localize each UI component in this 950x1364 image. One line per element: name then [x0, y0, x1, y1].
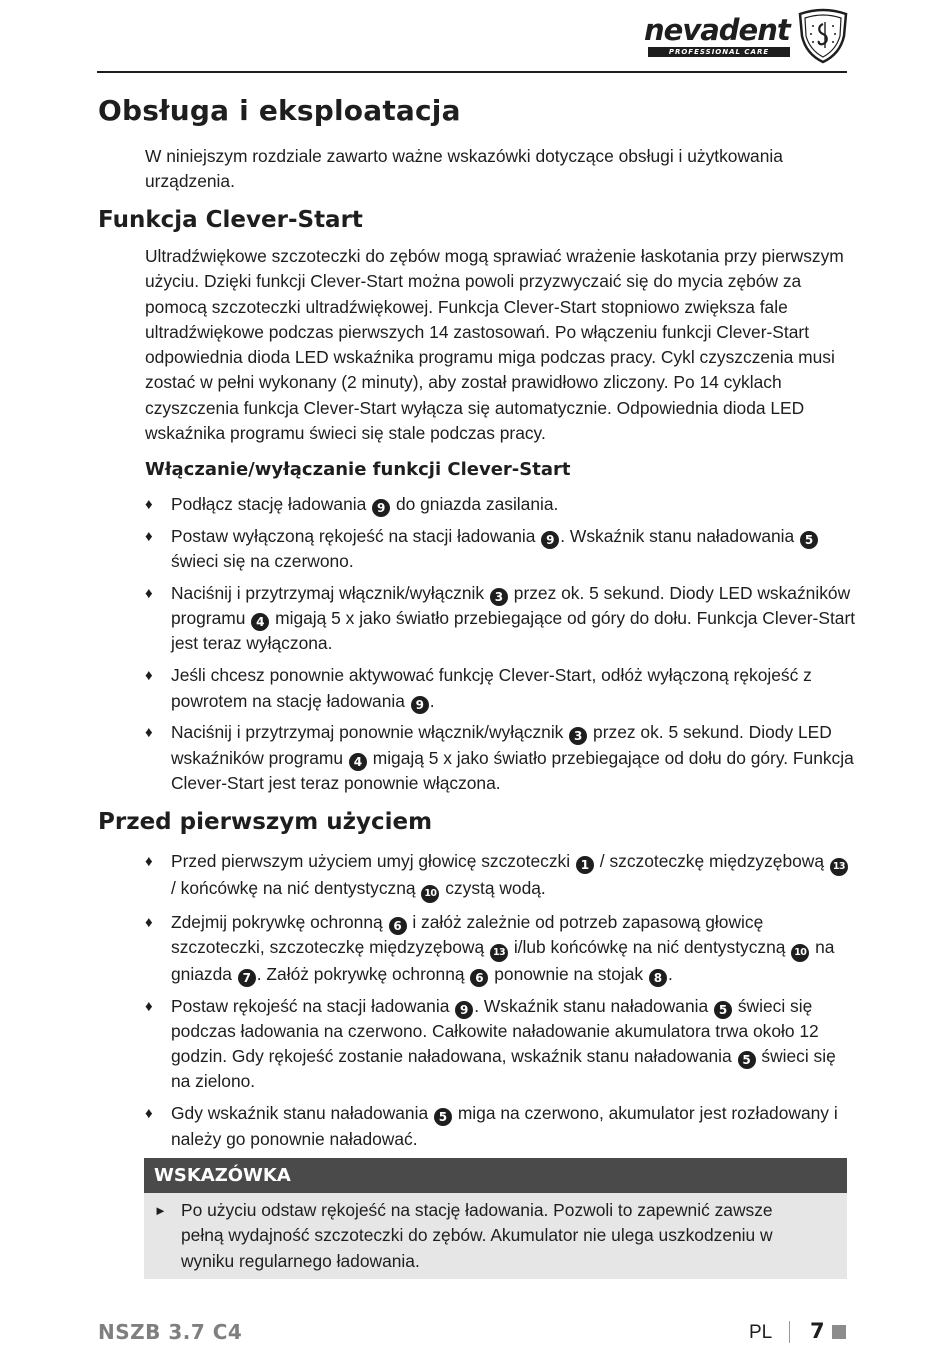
brand-logo	[644, 8, 850, 64]
clever-start-description: Ultradźwiękowe szczoteczki do zębów mogą sprawiać wrażenie łaskotania przy pierwszym użyciu. Dzięki funkcji Clever-Start można powoli przyzwyczaić się do mycia zębów za pomocą szczoteczki ultradźwiękowej. Funkcja Clever-Start stopniowo zwiększa fale ultradźwiękowe podczas pierwszych 14 zastosowań. Po włączeniu funkcji Clever-Start odpowiednia dioda LED wskaźnika programu miga podczas pracy. Cykl czyszczenia musi zostać w pełni wykonany (2 minuty), aby został prawidłowo zliczony. Po 14 cyklach czyszczenia funkcja Clever-Start wyłącza się automatycznie. Odpowiednia dioda LED wskaźnika programu świeci się stale podczas pracy.	[145, 246, 844, 444]
callout-number-badge: 1	[576, 856, 594, 874]
list-item: ♦ Jeśli chcesz ponownie aktywować funkcję Clever-Start, odłóż wyłączoną rękojeść z powrotem na stację ładowania 9 .	[145, 665, 812, 712]
callout-number-badge: 6	[389, 917, 407, 935]
list-item: ♦ Przed pierwszym użyciem umyj głowicę szczoteczki 1 / szczoteczkę międzyzębową 13 / końcówkę na nić dentystyczną 10 czystą wodą.	[145, 849, 857, 903]
diamond-bullet-icon: ♦	[145, 913, 153, 931]
header-divider	[97, 71, 847, 73]
arrow-right-icon: ►	[154, 1203, 167, 1218]
diamond-bullet-icon: ♦	[145, 853, 153, 870]
section-title-clever-start: Funkcja Clever-Start	[98, 207, 363, 233]
callout-number-badge: 9	[455, 1001, 473, 1019]
callout-number-badge: 3	[490, 588, 508, 606]
callout-number-badge: 9	[541, 531, 559, 549]
list-item: ♦ Podłącz stację ładowania 9 do gniazda zasilania.	[145, 492, 857, 517]
clever-start-steps	[145, 492, 857, 803]
note-body	[144, 1193, 847, 1274]
section-title-operation: Obsługa i eksploatacja	[98, 94, 461, 127]
section-intro: W niniejszym rozdziale zawarto ważne wskazówki dotyczące obsługi i użytkowania urządzenia.	[145, 146, 783, 192]
diamond-bullet-icon: ♦	[145, 584, 153, 602]
list-item: ♦ Zdejmij pokrywkę ochronną 6 i załóż zależnie od potrzeb zapasową głowicę szczoteczki, szczoteczkę międzyzębową 13 i/lub końcówkę na nić dentystyczną 10 na gniazda 7 . Załóż pokrywkę ochronną 6 ponownie na stojak 8 .	[145, 911, 835, 985]
brand-subline	[648, 47, 790, 57]
subsection-title-toggle: Włączanie/wyłączanie funkcji Clever-Start	[145, 459, 571, 480]
callout-number-badge: 13	[830, 858, 848, 876]
footer-model-number: NSZB 3.7 C4	[98, 1320, 243, 1344]
page-number: 7	[810, 1319, 825, 1343]
list-item: ♦ Gdy wskaźnik stanu naładowania 5 miga na czerwono, akumulator jest rozładowany i należy go ponownie naładować.	[145, 1103, 838, 1149]
brand-subtitle: PROFESSIONAL CARE	[668, 48, 770, 56]
list-item: ♦ Postaw wyłączoną rękojeść na stacji ładowania 9 . Wskaźnik stanu naładowania 5 świeci się na czerwono.	[145, 524, 857, 575]
list-item: ♦ Naciśnij i przytrzymaj włącznik/wyłącznik 3 przez ok. 5 sekund. Diody LED wskaźników programu 4 migają 5 x jako światło przebiegające od góry do dołu. Funkcja Clever-Start jest teraz wyłączona.	[145, 582, 856, 654]
callout-number-badge: 3	[569, 727, 587, 745]
callout-number-badge: 9	[411, 696, 429, 714]
diamond-bullet-icon: ♦	[145, 527, 153, 545]
footer-square-marker	[832, 1325, 846, 1339]
list-item: ♦ Postaw rękojeść na stacji ładowania 9 . Wskaźnik stanu naładowania 5 świeci się podczas ładowania na czerwono. Całkowite naładowanie akumulatora trwa około 12 godzin. Gdy rękojeść zostanie naładowana, wskaźnik stanu naładowania 5 świeci się na zielono.	[145, 995, 836, 1092]
brand-name: nevadent	[644, 13, 790, 47]
note-heading: WSKAZÓWKA	[144, 1158, 847, 1193]
callout-number-badge: 10	[421, 885, 439, 903]
note-box	[144, 1158, 847, 1279]
callout-number-badge: 5	[738, 1051, 756, 1069]
diamond-bullet-icon: ♦	[145, 997, 153, 1015]
callout-number-badge: 7	[238, 969, 256, 987]
diamond-bullet-icon: ♦	[145, 667, 153, 685]
diamond-bullet-icon: ♦	[145, 1105, 153, 1123]
brand-wordmark	[644, 13, 794, 59]
callout-number-badge: 5	[434, 1108, 452, 1126]
first-use-steps	[145, 849, 857, 1158]
callout-number-badge: 5	[800, 531, 818, 549]
diamond-bullet-icon: ♦	[145, 724, 153, 742]
callout-number-badge: 4	[251, 613, 269, 631]
note-text: Po użyciu odstaw rękojeść na stację ładowania. Pozwoli to zapewnić zawsze pełną wydajność szczoteczki do zębów. Akumulator nie ulega uszkodzeniu w wyniku regularnego ładowania.	[181, 1200, 773, 1271]
callout-number-badge: 9	[372, 499, 390, 517]
callout-number-badge: 6	[470, 969, 488, 987]
footer-divider	[789, 1321, 790, 1343]
shield-emblem-icon	[796, 8, 850, 64]
diamond-bullet-icon: ♦	[145, 496, 153, 513]
footer-language: PL	[749, 1322, 773, 1343]
callout-number-badge: 10	[791, 944, 809, 962]
callout-number-badge: 4	[349, 753, 367, 771]
list-item: ♦ Naciśnij i przytrzymaj ponownie włącznik/wyłącznik 3 przez ok. 5 sekund. Diody LED wskaźników programu 4 migają 5 x jako światło przebiegające od dołu do góry. Funkcja Clever-Start jest teraz ponownie włączona.	[145, 722, 854, 793]
callout-number-badge: 13	[490, 944, 508, 962]
section-title-before-first-use: Przed pierwszym użyciem	[98, 809, 433, 835]
callout-number-badge: 8	[649, 969, 667, 987]
callout-number-badge: 5	[714, 1001, 732, 1019]
